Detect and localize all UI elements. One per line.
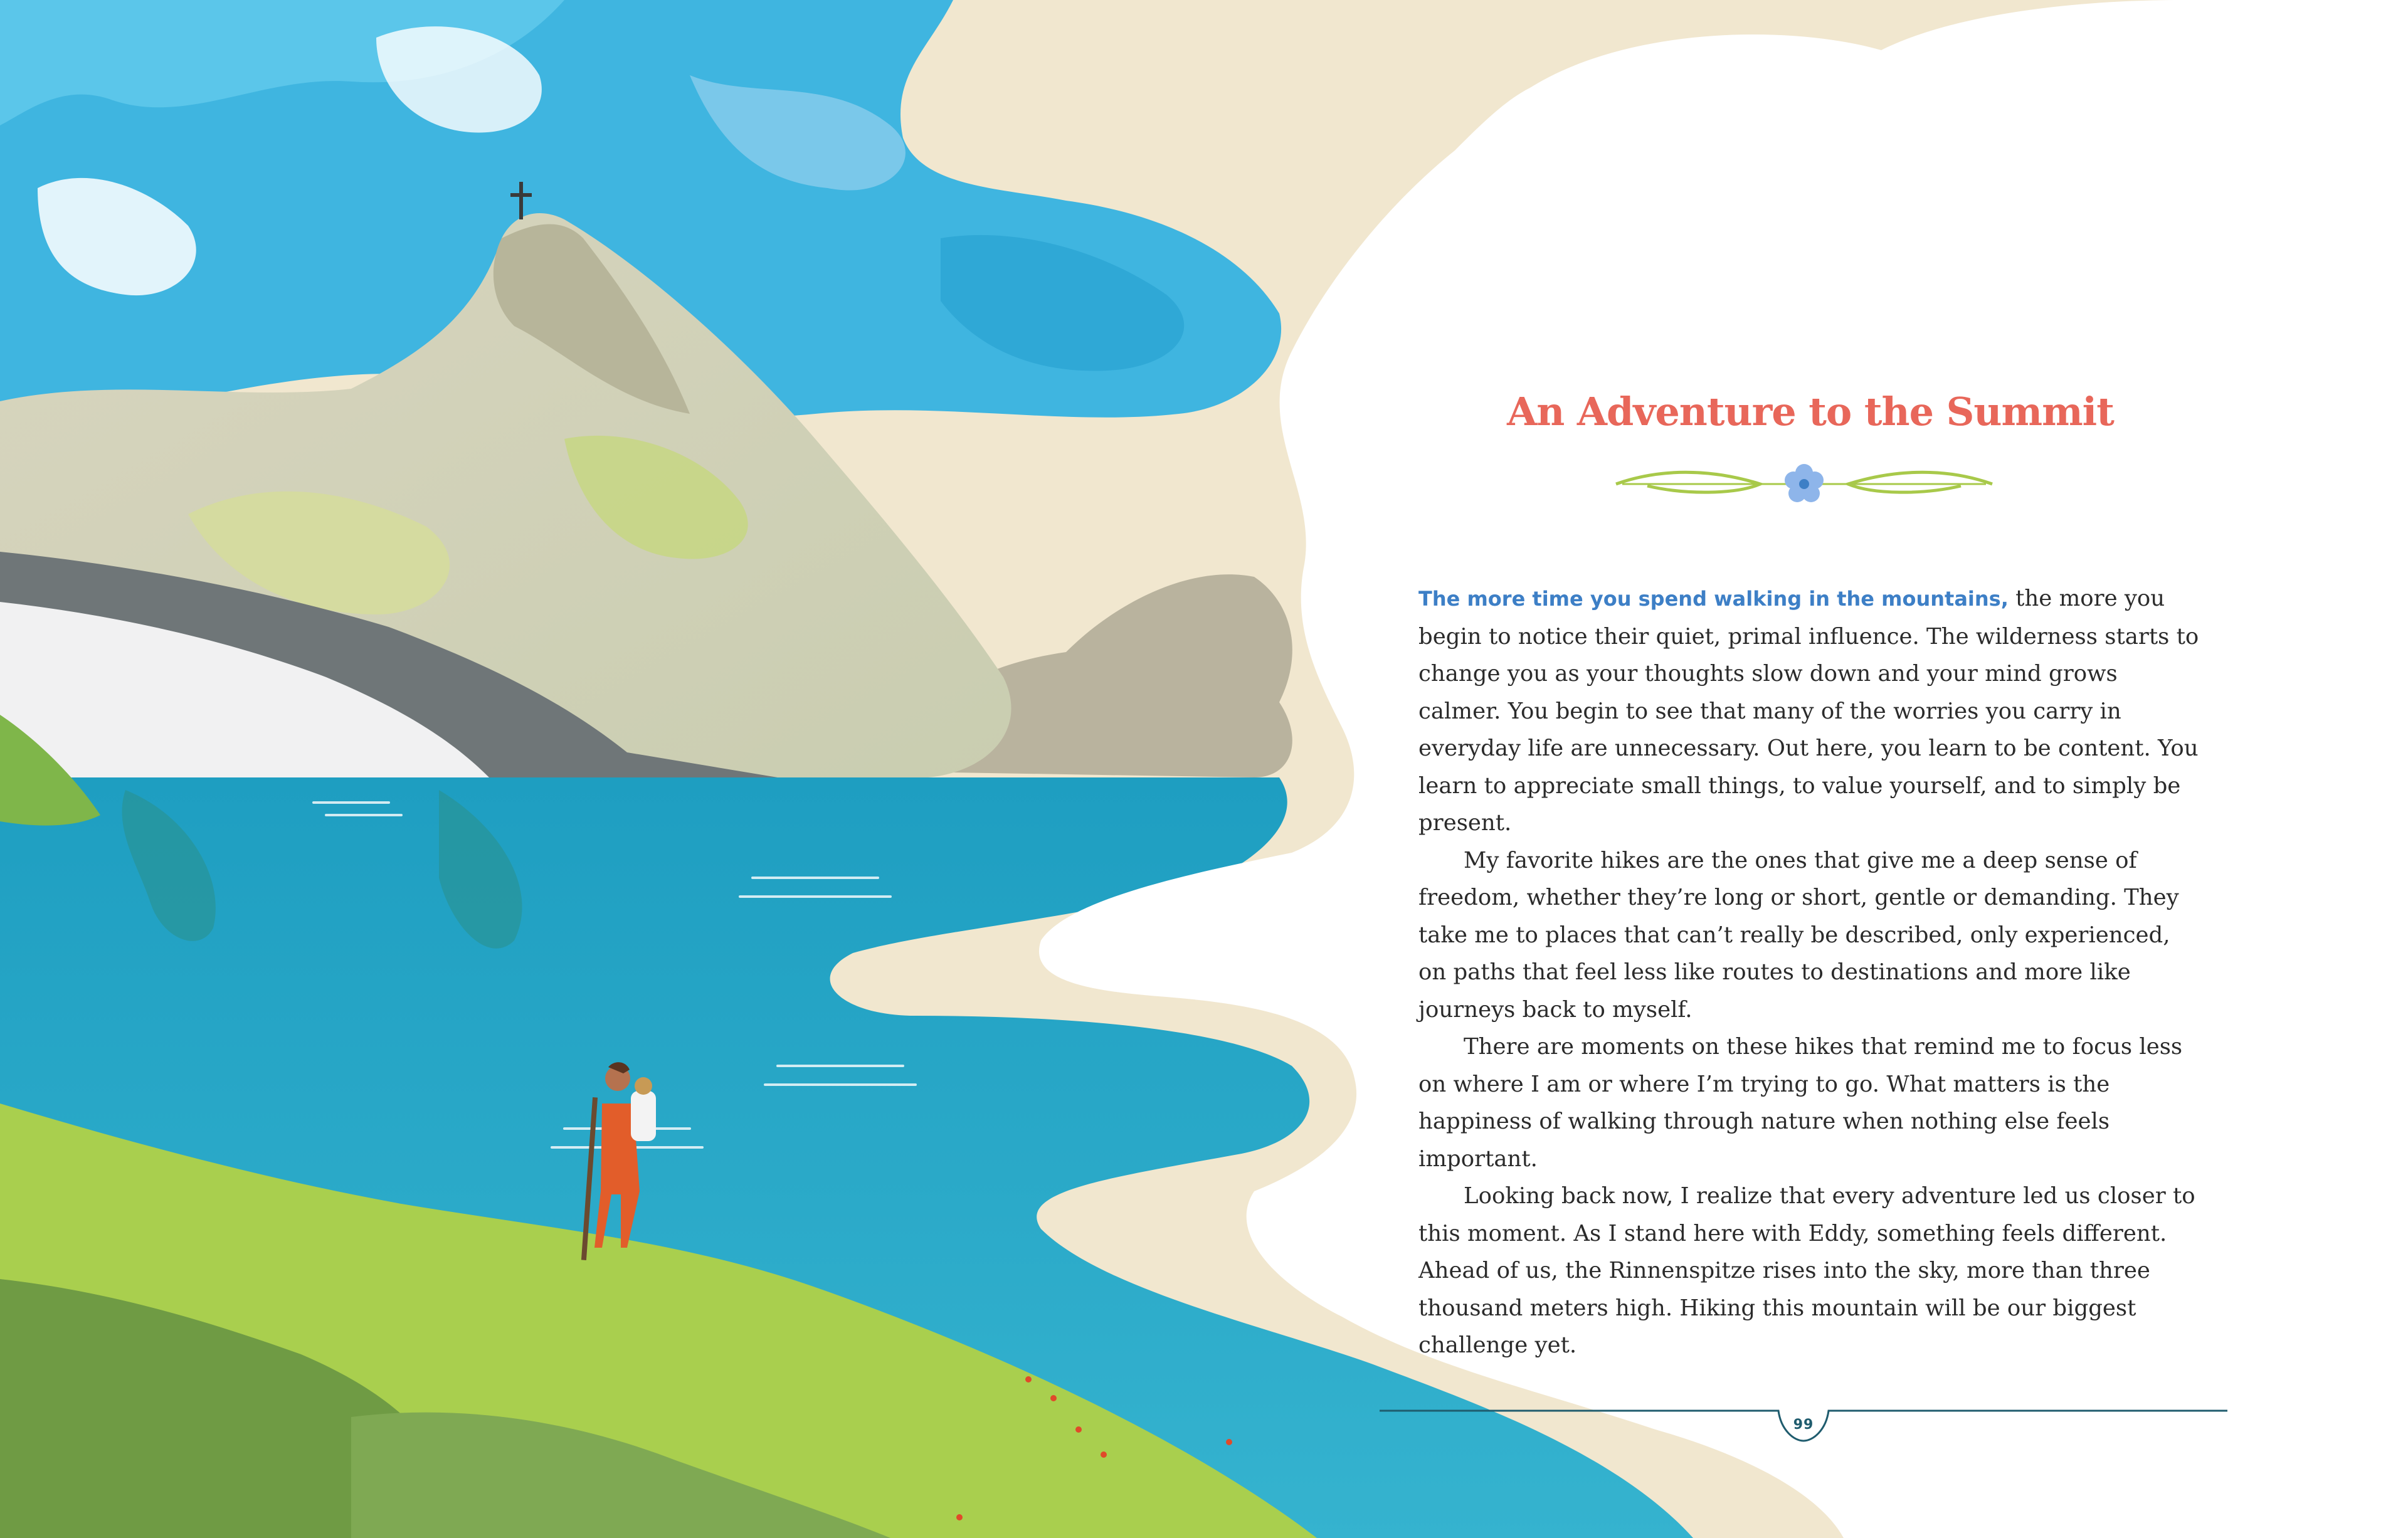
paragraph-1-text: the more you begin to notice their quiet, primal influence. The wilderness starts to change you as your thoughts slow down and your mind grows calmer. You begin to see that many of the worries you carry in everyday life are unnecessary. Out here, you learn to be content. You learn to appreciate small things, to value yourself, and to simply be present.	[1418, 586, 2199, 836]
flower-vine-icon	[1610, 456, 1999, 512]
chapter-title: An Adventure to the Summit	[1507, 389, 2114, 435]
paragraph-1	[1418, 580, 2202, 842]
lead-in: The more time you spend walking in the mountains,	[1418, 587, 2009, 611]
paragraph-4: Looking back now, I realize that every adventure led us closer to this moment. As I stand here with Eddy, something feels different. Ahead of us, the Rinnenspitze rises into the sky, more than three thousand meters high. Hiking this mountain will be our biggest challenge yet.	[1418, 1183, 2195, 1358]
chapter-body	[1418, 580, 2202, 1364]
page-footer	[1380, 1404, 2227, 1455]
paragraph-3: There are moments on these hikes that remind me to focus less on where I am or where I’m trying to go. What matters is the happiness of walking through nature when nothing else feels important.	[1418, 1034, 2183, 1172]
page-number: 99	[1793, 1417, 1814, 1433]
paragraph-2: My favorite hikes are the ones that give me a deep sense of freedom, whether they’re long or short, gentle or demanding. They take me to places that can’t really be described, only experienced, on paths that feel less like routes to destinations and more like journeys back to myself.	[1418, 847, 2179, 1023]
chapter-text-block	[1418, 389, 2202, 1364]
